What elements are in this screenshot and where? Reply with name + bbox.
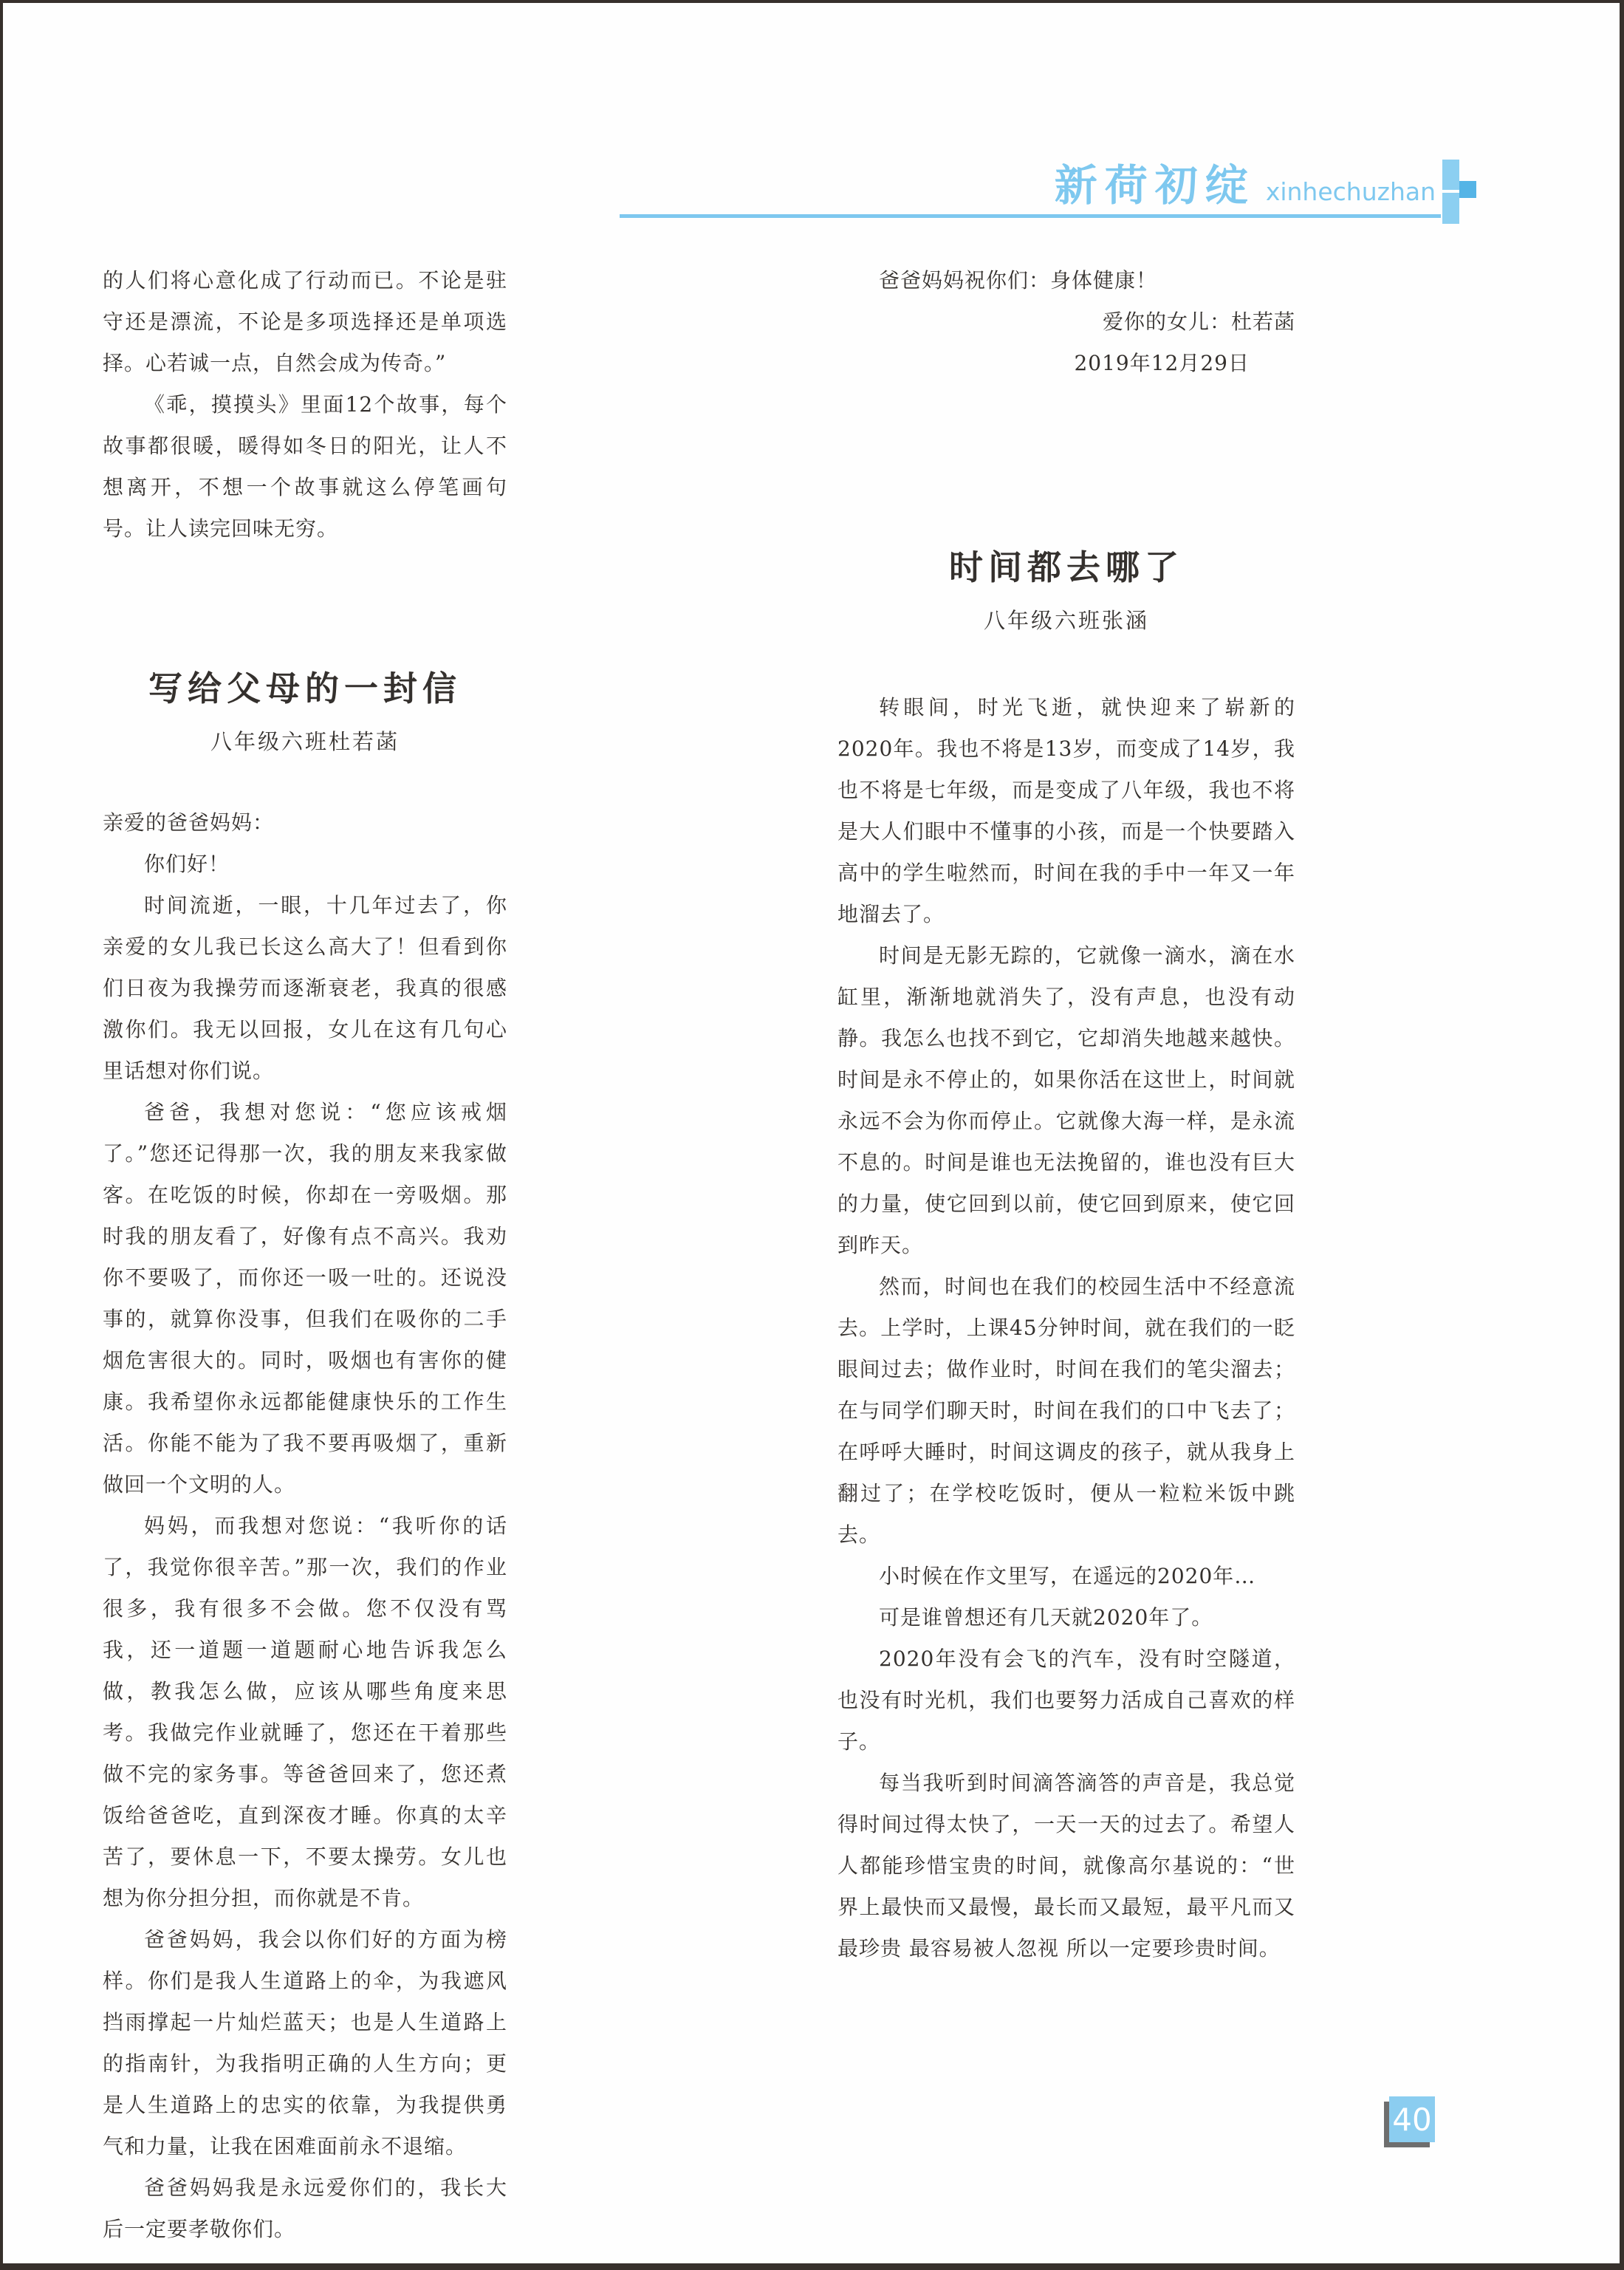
intro-continuation	[103, 260, 507, 550]
page-number-badge	[1389, 2096, 1435, 2142]
paragraph: 爸爸，我想对您说：“您应该戒烟了。”您还记得那一次，我的朋友来我家做客。在吃饭的时候，你却在一旁吸烟。那时我的朋友看了，好像有点不高兴。我劝你不要吸了，而你还一吸一吐的。还说没事的，就算你没事，但我们在吸你的二手烟危害很大的。同时，吸烟也有害你的健康。我希望你永远都能健康快乐的工作生活。你能不能为了我不要再吸烟了，重新做回一个文明的人。	[103, 1100, 507, 1497]
letter-date: 2019年12月29日	[1074, 351, 1250, 375]
paragraph: 每当我听到时间滴答滴答的声音是，我总觉得时间过得太快了，一天一天的过去了。希望人人都能珍惜宝贵的时间，就像高尔基说的：“世界上最快而又最慢，最长而又最短，最平凡而又最珍贵 最容易被人忽视 所以一定要珍贵时间。	[837, 1771, 1295, 1960]
paragraph: 转眼间，时光飞逝，就快迎来了崭新的2020年。我也不将是13岁，而变成了14岁，我也不将是七年级，而是变成了八年级，我也不将是大人们眼中不懂事的小孩，而是一个快要踏入高中的学生啦然而，时间在我的手中一年又一年地溜去了。	[837, 695, 1295, 926]
paragraph: 爸爸妈妈，我会以你们好的方面为榜样。你们是我人生道路上的伞，为我遮风挡雨撑起一片灿烂蓝天；也是人生道路上的指南针，为我指明正确的人生方向；更是人生道路上的忠实的依靠，为我提供勇气和力量，让我在困难面前永不退缩。	[103, 1927, 507, 2158]
time-article-title: 时间都去哪了	[949, 547, 1184, 587]
brand-pinyin: xinhechuzhan	[1265, 177, 1436, 206]
letter-article-title: 写给父母的一封信	[148, 669, 462, 708]
pixel-blocks-decoration	[1442, 160, 1478, 228]
paragraph: 的人们将心意化成了行动而已。不论是驻守还是漂流，不论是多项选择还是单项选择。心若诚一点，自然会成为传奇。”	[103, 268, 507, 375]
pixel-block-icon	[1442, 160, 1459, 190]
letter-closing-block	[837, 260, 1295, 384]
header-underline	[620, 214, 1441, 218]
paragraph: 爸爸妈妈我是永远爱你们的，我长大后一定要孝敬你们。	[103, 2175, 507, 2241]
paragraph: 然而，时间也在我们的校园生活中不经意流去。上学时，上课45分钟时间，就在我们的一眨眼间过去；做作业时，时间在我们的笔尖溜去；在与同学们聊天时，时间在我们的口中飞去了；在呼呼大睡时，时间这调皮的孩子，就从我身上翻过了；在学校吃饭时，便从一粒粒米饭中跳去。	[837, 1274, 1295, 1547]
paragraph: 2020年没有会飞的汽车，没有时空隧道，也没有时光机，我们也要努力活成自己喜欢的样子。	[837, 1647, 1295, 1754]
paragraph: 《乖，摸摸头》里面12个故事，每个故事都很暖，暖得如冬日的阳光，让人不想离开，不想一个故事就这么停笔画句号。让人读完回味无穷。	[103, 392, 507, 541]
letter-wish: 爸爸妈妈祝你们：身体健康！	[879, 268, 1158, 293]
pixel-block-icon	[1442, 193, 1459, 224]
paragraph: 可是谁曾想还有几天就2020年了。	[879, 1605, 1213, 1630]
paragraph: 你们好！	[144, 852, 230, 876]
letter-article-author: 八年级六班杜若菡	[210, 729, 400, 754]
time-article-body	[837, 687, 1295, 1969]
time-article-author: 八年级六班张涵	[983, 608, 1149, 633]
brand-title: 新荷初绽	[1054, 160, 1255, 211]
paragraph: 时间是无影无踪的，它就像一滴水，滴在水缸里，渐渐地就消失了，没有声息，也没有动静。我怎么也找不到它，它却消失地越来越快。时间是永不停止的，如果你活在这世上，时间就永远不会为你而停止。它就像大海一样，是永流不息的。时间是谁也无法挽留的，谁也没有巨大的力量，使它回到以前，使它回到原来，使它回到昨天。	[837, 943, 1295, 1257]
paragraph: 小时候在作文里写，在遥远的2020年…	[879, 1564, 1256, 1588]
letter-signature: 爱你的女儿：杜若菡	[1102, 310, 1295, 334]
paragraph: 妈妈，而我想对您说：“我听你的话了，我觉你很辛苦。”那一次，我们的作业很多，我有很多不会做。您不仅没有骂我，还一道题一道题耐心地告诉我怎么做，教我怎么做，应该从哪些角度来思考。我做完作业就睡了，您还在干着那些做不完的家务事。等爸爸回来了，您还煮饭给爸爸吃，直到深夜才睡。你真的太辛苦了，要休息一下，不要太操劳。女儿也想为你分担分担，而你就是不肯。	[103, 1514, 507, 1910]
left-column	[103, 260, 507, 2250]
page-number: 40	[1392, 2101, 1432, 2138]
paragraph: 亲爱的爸爸妈妈：	[103, 810, 275, 835]
right-column	[837, 260, 1295, 1969]
pixel-block-icon	[1459, 181, 1476, 198]
letter-article-body	[103, 802, 507, 2250]
page-header-brand	[620, 151, 1436, 213]
paragraph: 时间流逝，一眼，十几年过去了，你亲爱的女儿我已长这么高大了！但看到你们日夜为我操劳而逐渐衰老，我真的很感激你们。我无以回报，女儿在这有几句心里话想对你们说。	[103, 893, 507, 1083]
